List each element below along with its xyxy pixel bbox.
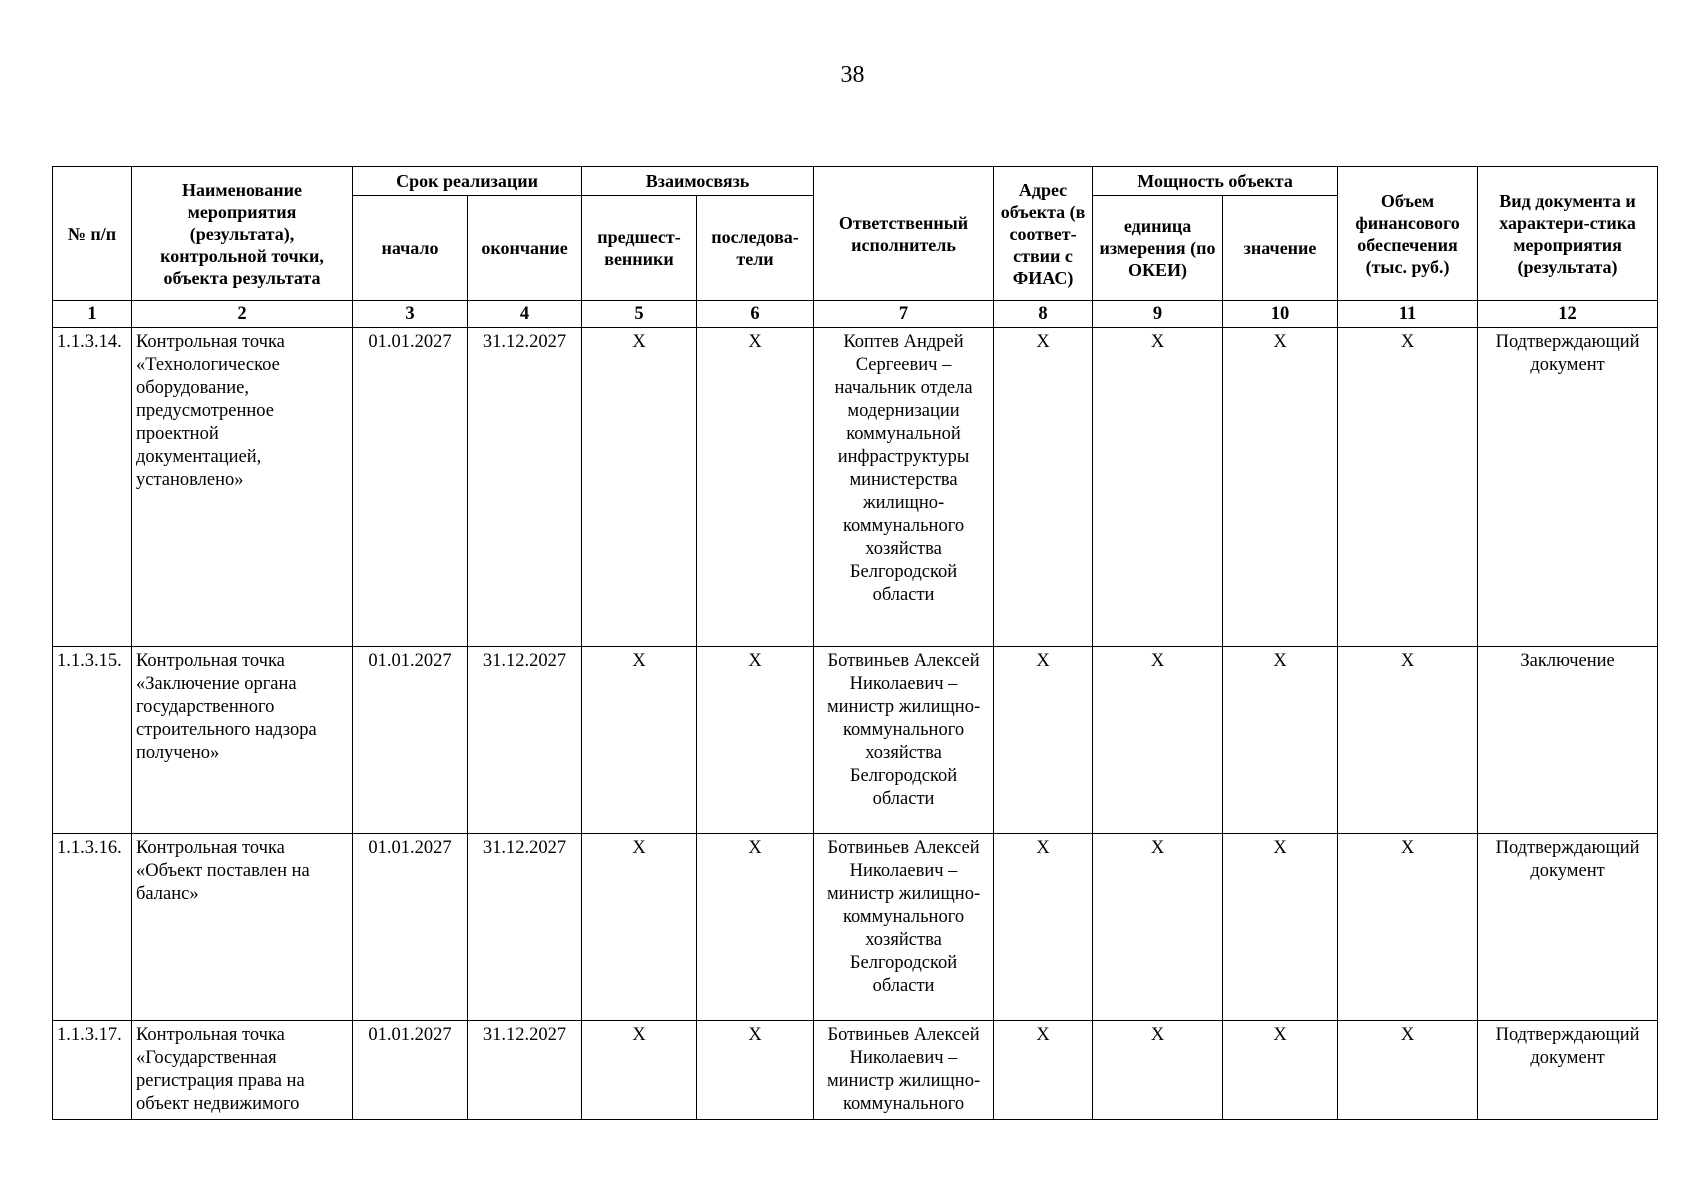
row-successors: X — [697, 834, 814, 1021]
row-start-date: 01.01.2027 — [353, 328, 468, 647]
header-term-start: начало — [353, 196, 468, 301]
column-number: 7 — [814, 301, 994, 328]
row-unit: X — [1093, 1021, 1223, 1120]
row-name: Контрольная точка «Технологическое оборудование, предусмотренное проектной документацией, установлено» — [132, 328, 353, 647]
row-doc-type: Подтверждающий документ — [1478, 834, 1658, 1021]
row-address: X — [994, 328, 1093, 647]
row-predecessors: X — [582, 834, 697, 1021]
row-responsible: Ботвиньев Алексей Николаевич – министр жилищно-коммунального хозяйства Белгородской области — [814, 647, 994, 834]
row-name: Контрольная точка «Заключение органа государственного строительного надзора получено» — [132, 647, 353, 834]
row-responsible: Коптев Андрей Сергеевич – начальник отдела модернизации коммунальной инфраструктуры министерства жилищно-коммунального хозяйства Белгородской области — [814, 328, 994, 647]
row-value: X — [1223, 647, 1338, 834]
column-number: 2 — [132, 301, 353, 328]
plan-table — [52, 166, 1658, 1120]
row-finance: X — [1338, 834, 1478, 1021]
row-value: X — [1223, 328, 1338, 647]
table-body — [53, 328, 1658, 1120]
table-row — [53, 647, 1658, 834]
row-start-date: 01.01.2027 — [353, 647, 468, 834]
row-name: Контрольная точка «Объект поставлен на баланс» — [132, 834, 353, 1021]
row-address: X — [994, 1021, 1093, 1120]
row-end-date: 31.12.2027 — [468, 1021, 582, 1120]
row-number: 1.1.3.14. — [53, 328, 132, 647]
row-value: X — [1223, 834, 1338, 1021]
row-number: 1.1.3.16. — [53, 834, 132, 1021]
header-term: Срок реализации — [353, 167, 582, 196]
table-header — [53, 167, 1658, 328]
column-number: 6 — [697, 301, 814, 328]
row-address: X — [994, 834, 1093, 1021]
row-address: X — [994, 647, 1093, 834]
header-cap-unit: единица измерения (по ОКЕИ) — [1093, 196, 1223, 301]
row-doc-type: Подтверждающий документ — [1478, 1021, 1658, 1120]
row-end-date: 31.12.2027 — [468, 328, 582, 647]
row-start-date: 01.01.2027 — [353, 834, 468, 1021]
row-name: Контрольная точка «Государственная регистрация права на объект недвижимого — [132, 1021, 353, 1120]
column-number: 3 — [353, 301, 468, 328]
row-responsible: Ботвиньев Алексей Николаевич – министр жилищно-коммунального — [814, 1021, 994, 1120]
row-unit: X — [1093, 328, 1223, 647]
header-finance: Объем финансового обеспечения (тыс. руб.) — [1338, 167, 1478, 301]
row-end-date: 31.12.2027 — [468, 834, 582, 1021]
row-successors: X — [697, 647, 814, 834]
column-number: 10 — [1223, 301, 1338, 328]
header-cap-value: значение — [1223, 196, 1338, 301]
header-responsible: Ответственный исполнитель — [814, 167, 994, 301]
row-finance: X — [1338, 647, 1478, 834]
row-responsible: Ботвиньев Алексей Николаевич – министр жилищно-коммунального хозяйства Белгородской области — [814, 834, 994, 1021]
row-doc-type: Заключение — [1478, 647, 1658, 834]
header-link-pred: предшест-венники — [582, 196, 697, 301]
row-doc-type: Подтверждающий документ — [1478, 328, 1658, 647]
column-number: 1 — [53, 301, 132, 328]
row-predecessors: X — [582, 1021, 697, 1120]
row-value: X — [1223, 1021, 1338, 1120]
column-number: 5 — [582, 301, 697, 328]
header-capacity: Мощность объекта — [1093, 167, 1338, 196]
column-number-row — [53, 301, 1658, 328]
table-row — [53, 328, 1658, 647]
table-row — [53, 834, 1658, 1021]
row-end-date: 31.12.2027 — [468, 647, 582, 834]
column-number: 4 — [468, 301, 582, 328]
row-successors: X — [697, 1021, 814, 1120]
row-finance: X — [1338, 1021, 1478, 1120]
header-address: Адрес объекта (в соответ-ствии с ФИАС) — [994, 167, 1093, 301]
row-successors: X — [697, 328, 814, 647]
page-number: 38 — [840, 62, 865, 88]
header-link-succ: последова-тели — [697, 196, 814, 301]
row-unit: X — [1093, 647, 1223, 834]
header-num: № п/п — [53, 167, 132, 301]
row-unit: X — [1093, 834, 1223, 1021]
row-start-date: 01.01.2027 — [353, 1021, 468, 1120]
row-finance: X — [1338, 328, 1478, 647]
column-number: 12 — [1478, 301, 1658, 328]
header-link: Взаимосвязь — [582, 167, 814, 196]
header-name: Наименование мероприятия (результата), контрольной точки, объекта результата — [132, 167, 353, 301]
row-predecessors: X — [582, 328, 697, 647]
table-row — [53, 1021, 1658, 1120]
column-number: 8 — [994, 301, 1093, 328]
column-number: 11 — [1338, 301, 1478, 328]
header-doc-type: Вид документа и характери-стика мероприятия (результата) — [1478, 167, 1658, 301]
row-number: 1.1.3.17. — [53, 1021, 132, 1120]
header-term-end: окончание — [468, 196, 582, 301]
row-number: 1.1.3.15. — [53, 647, 132, 834]
row-predecessors: X — [582, 647, 697, 834]
column-number: 9 — [1093, 301, 1223, 328]
